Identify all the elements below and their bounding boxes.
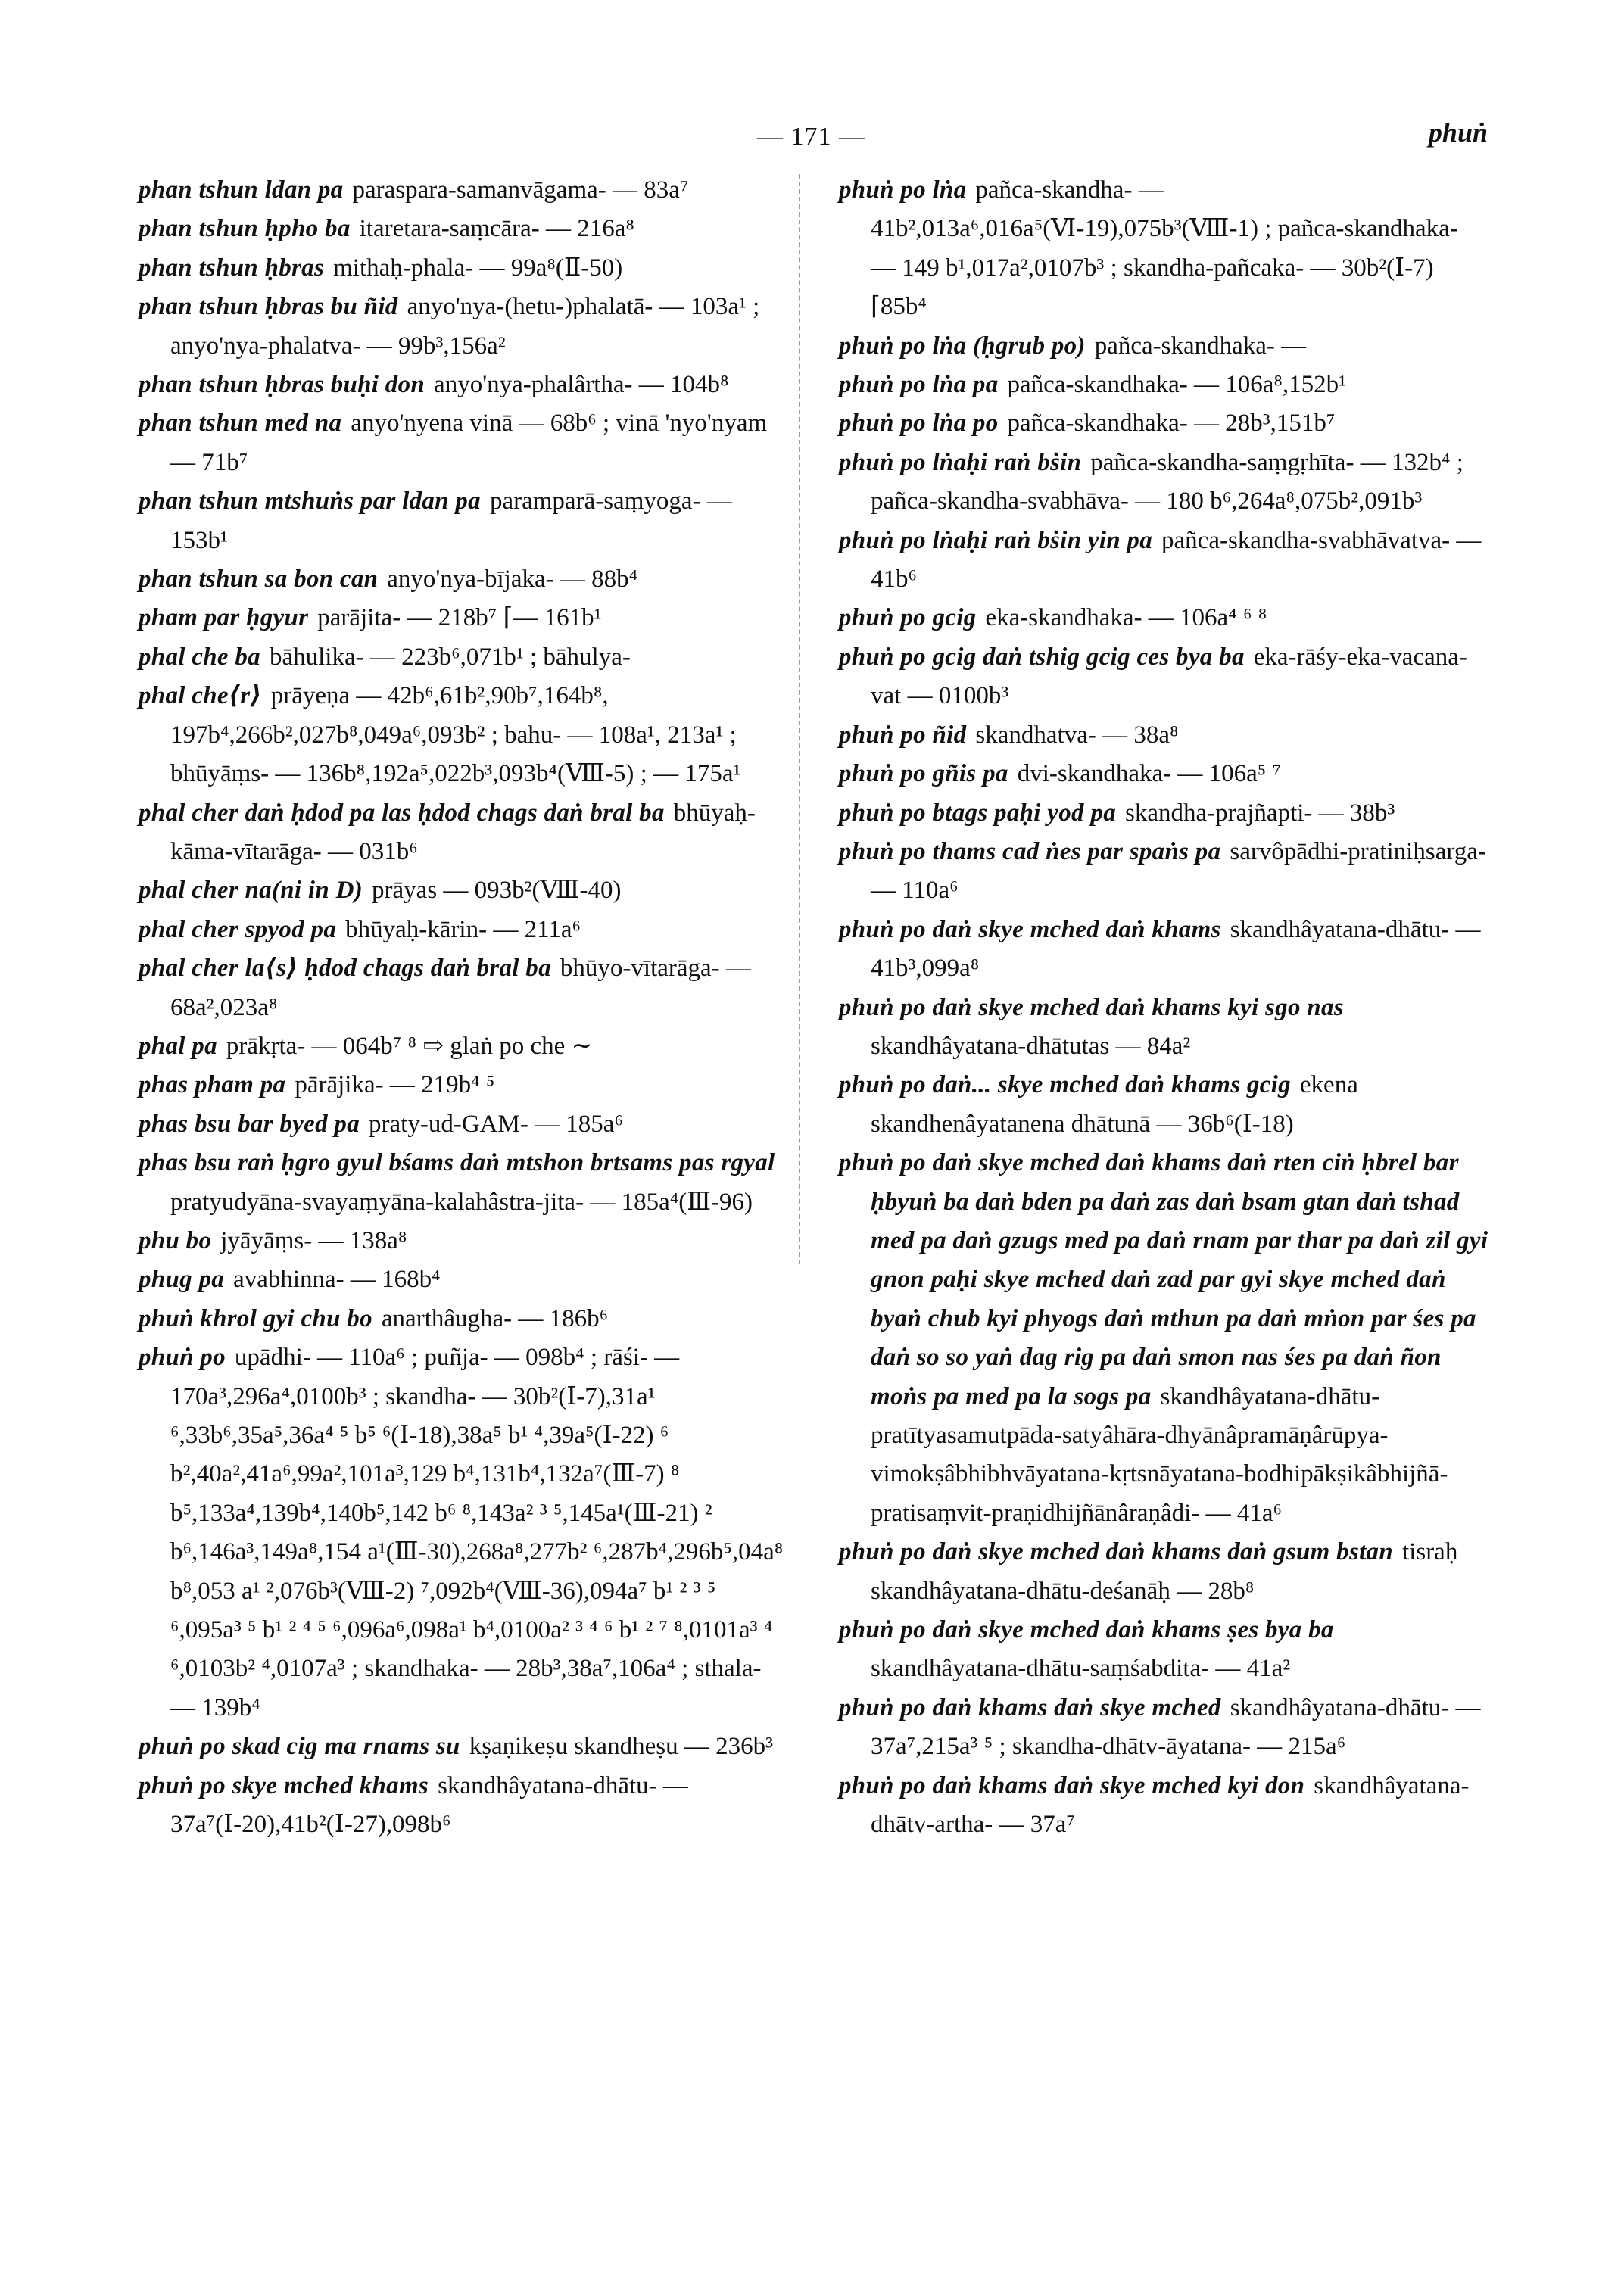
dictionary-entry — [139, 1767, 786, 1845]
dictionary-entry — [139, 1260, 786, 1299]
dictionary-entry — [839, 638, 1488, 716]
entry-definition: pañca-skandha-saṃgṛhīta- — 132b⁴ ; pañca-skandha-svabhāva- — 180 b⁶,264a⁸,075b²,091b³ — [871, 448, 1463, 516]
entry-headword: phuṅ po gcig — [839, 604, 977, 632]
entry-definition: skandhâyatana-dhātv-artha- — 37a⁷ — [871, 1771, 1470, 1839]
entry-headword: phan tshun ḥbras — [139, 254, 325, 282]
entry-headword: phuṅ po daṅ skye mched daṅ khams — [839, 915, 1221, 943]
entry-definition: skandhâyatana-dhātutas — 84a² — [871, 1032, 1191, 1060]
dictionary-entry — [839, 171, 1488, 327]
entry-definition: skandhâyatana-dhātu- — 37a⁷(Ⅰ-20),41b²(Ⅰ-27),098b⁶ — [170, 1771, 688, 1839]
entry-definition: prāyas — 093b²(Ⅷ-40) — [372, 877, 622, 905]
entry-headword: phan tshun med na — [139, 410, 342, 438]
left-column — [139, 171, 786, 1844]
entry-definition: pañca-skandhaka- — 106a⁸,152b¹ — [1007, 371, 1347, 399]
dictionary-entry — [839, 1611, 1488, 1689]
entry-definition: skandhâyatana-dhātu- — 41b³,099a⁸ — [871, 915, 1481, 983]
entry-headword: phan tshun ḥbras buḥi don — [139, 371, 425, 399]
dictionary-entry — [139, 1222, 786, 1260]
dictionary-entry — [839, 755, 1488, 793]
dictionary-entry — [839, 1767, 1488, 1845]
dictionary-entry — [839, 1144, 1488, 1533]
column-divider — [799, 174, 800, 1264]
entry-headword: phuṅ po skye mched khams — [139, 1771, 429, 1799]
dictionary-entry — [139, 1027, 786, 1066]
entry-definition: dvi-skandhaka- — 106a⁵ ⁷ — [1017, 760, 1282, 788]
entry-definition: ekena skandhenâyatanena dhātunā — 36b⁶(Ⅰ-18) — [871, 1071, 1358, 1138]
entry-definition: eka-skandhaka- — 106a⁴ ⁶ ⁸ — [985, 604, 1267, 632]
entry-headword: phuṅ po thams cad ṅes par spaṅs pa — [839, 837, 1221, 865]
dictionary-entry — [139, 1144, 786, 1222]
entry-headword: phan tshun ldan pa — [139, 176, 344, 204]
entry-definition: pañca-skandha- — 41b²,013a⁶,016a⁵(Ⅵ-19),075b³(Ⅷ-1) ; pañca-skandhaka- — 149 b¹,017a²,0107b³ ; skandha-pañcaka- — 30b²(Ⅰ-7) ⌈85b⁴ — [871, 176, 1458, 321]
entry-definition: skandhâyatana-dhātu-saṃśabdita- — 41a² — [871, 1655, 1291, 1683]
entry-headword: phan tshun mtshuṅs par ldan pa — [139, 488, 481, 516]
dictionary-entry — [839, 327, 1488, 366]
entry-definition: pratyudyāna-svayaṃyāna-kalahâstra-jita- — 185a⁴(Ⅲ-96) — [170, 1188, 753, 1216]
entry-headword: phuṅ po daṅ khams daṅ skye mched — [839, 1693, 1221, 1721]
entry-headword: phuṅ po daṅ skye mched daṅ khams daṅ rten ciṅ ḥbrel bar ḥbyuṅ ba daṅ bden pa daṅ zas daṅ bsam gtan daṅ tshad med pa daṅ gzugs med pa daṅ rnam par thar pa daṅ zil gyi gnon paḥi skye mched daṅ zad par gyi skye mched daṅ byaṅ chub kyi phyogs daṅ mthun pa daṅ mṅon par śes pa daṅ so so yaṅ dag rig pa daṅ smon nas śes pa daṅ ñon moṅs pa med pa la sogs pa — [839, 1149, 1488, 1410]
entry-headword: phuṅ po btags paḥi yod pa — [839, 799, 1116, 827]
entry-headword: phuṅ po gñis pa — [839, 760, 1008, 788]
entry-headword: phal che⟨r⟩ — [139, 682, 262, 710]
dictionary-entry — [139, 794, 786, 872]
entry-definition: prāyeṇa — 42b⁶,61b²,90b⁷,164b⁸, 197b⁴,266b²,027b⁸,049a⁶,093b² ; bahu- — 108a¹, 213a¹ ; bhūyāṃs- — 136b⁸,192a⁵,022b³,093b⁴(Ⅷ-5) ; — 175a¹ — [170, 682, 741, 788]
entry-definition: paraspara-samanvāgama- — 83a⁷ — [352, 176, 689, 204]
entry-headword: phal cher daṅ ḥdod pa las ḥdod chags daṅ bral ba — [139, 799, 665, 827]
entry-definition: anarthâugha- — 186b⁶ — [381, 1304, 609, 1332]
entry-headword: phal cher spyod pa — [139, 915, 337, 943]
dictionary-entry — [139, 871, 786, 910]
entry-headword: phuṅ po ñid — [839, 721, 967, 749]
dictionary-entry — [139, 171, 786, 210]
entry-definition: skandha-prajñapti- — 38b³ — [1125, 799, 1395, 827]
entry-definition: prākṛta- — 064b⁷ ⁸ ⇨ glaṅ po che ∼ — [226, 1032, 593, 1060]
dictionary-entry — [839, 911, 1488, 989]
entry-definition: anyo'nya-(hetu-)phalatā- — 103a¹ ; anyo'nya-phalatva- — 99b³,156a² — [170, 293, 760, 360]
dictionary-entry — [139, 911, 786, 949]
dictionary-entry — [839, 522, 1488, 600]
entry-definition: sarvôpādhi-pratiniḥsarga- — 110a⁶ — [871, 837, 1486, 905]
entry-headword: pham par ḥgyur — [139, 604, 309, 632]
entry-definition: jyāyāṃs- — 138a⁸ — [220, 1226, 407, 1254]
dictionary-entry — [139, 1300, 786, 1338]
page-number: — 171 — — [757, 123, 865, 151]
entry-headword: phuṅ po daṅ khams daṅ skye mched kyi don — [839, 1771, 1305, 1799]
dictionary-entry — [139, 599, 786, 637]
dictionary-entry — [839, 599, 1488, 637]
entry-headword: phan tshun ḥbras bu ñid — [139, 293, 398, 321]
entry-definition: parājita- — 218b⁷ ⌈— 161b¹ — [317, 604, 602, 632]
entry-headword: phal cher na(ni in D) — [139, 877, 363, 905]
entry-definition: skandhâyatana-dhātu-pratītyasamutpāda-satyâhāra-dhyānâpramāṇârūpya-vimokṣâbhibhvāyatana-kṛtsnāyatana-bodhipākṣikâbhijñā-pratisaṃvit-praṇidhijñānâraṇâdi- — 41a⁶ — [871, 1382, 1448, 1527]
entry-definition: bhūyaḥ-kārin- — 211a⁶ — [345, 915, 581, 943]
entry-headword: phal che ba — [139, 643, 260, 671]
entry-headword: phuṅ po gcig daṅ tshig gcig ces bya ba — [839, 643, 1245, 671]
dictionary-entry — [139, 288, 786, 366]
dictionary-entry — [139, 949, 786, 1027]
entry-headword: phan tshun sa bon can — [139, 565, 379, 594]
entry-headword: phuṅ po daṅ skye mched daṅ khams daṅ gsum bstan — [839, 1538, 1394, 1566]
running-head: phuṅ — [1428, 117, 1488, 148]
entry-headword: phuṅ po — [139, 1344, 226, 1372]
dictionary-entry — [839, 1533, 1488, 1611]
dictionary-entry — [839, 1066, 1488, 1144]
entry-headword: phuṅ po lṅaḥi raṅ bṡin yin pa — [839, 526, 1153, 554]
entry-definition: bhūyo-vītarāga- — 68a²,023a⁸ — [170, 955, 751, 1021]
dictionary-entry — [139, 210, 786, 248]
entry-headword: phug pa — [139, 1266, 225, 1294]
entry-definition: eka-rāśy-eka-vacana-vat — 0100b³ — [871, 643, 1467, 710]
entry-definition: mithaḥ-phala- — 99a⁸(Ⅱ-50) — [333, 254, 623, 282]
entry-definition: pañca-skandhaka- — 28b³,151b⁷ — [1007, 410, 1336, 438]
entry-definition: anyo'nya-bījaka- — 88b⁴ — [387, 565, 638, 594]
dictionary-entry — [839, 794, 1488, 833]
dictionary-entry — [839, 989, 1488, 1067]
right-column — [839, 171, 1488, 1844]
entry-definition: itaretara-saṃcāra- — 216a⁸ — [359, 215, 634, 243]
entry-definition: praty-ud-GAM- — 185a⁶ — [369, 1110, 623, 1138]
entry-headword: phuṅ po lṅaḥi raṅ bṡin — [839, 448, 1082, 476]
entry-definition: upādhi- — 110a⁶ ; puñja- — 098b⁴ ; rāśi- — 170a³,296a⁴,0100b³ ; skandha- — 30b²(Ⅰ-7),31a¹ ⁶,33b⁶,35a⁵,36a⁴ ⁵ b⁵ ⁶(Ⅰ-18),38a⁵ b¹ ⁴,39a⁵(Ⅰ-22) ⁶ b²,40a²,41a⁶,99a²,101a³,129 b⁴,131b⁴,132a⁷(Ⅲ-7) ⁸ b⁵,133a⁴,139b⁴,140b⁵,142 b⁶ ⁸,143a² ³ ⁵,145a¹(Ⅲ-21) ² b⁶,146a³,149a⁸,154 a¹(Ⅲ-30),268a⁸,277b² ⁶,287b⁴,296b⁵,04a⁸ b⁸,053 a¹ ²,076b³(Ⅷ-2) ⁷,092b⁴(Ⅷ-36),094a⁷ b¹ ² ³ ⁵ ⁶,095a³ ⁵ b¹ ² ⁴ ⁵ ⁶,096a⁶,098a¹ b⁴,0100a² ³ ⁴ ⁶ b¹ ² ⁷ ⁸,0101a³ ⁴ ⁶,0103b² ⁴,0107a³ ; skandhaka- — 28b³,38a⁷,106a⁴ ; sthala- — 139b⁴ — [170, 1344, 784, 1721]
dictionary-entry — [839, 833, 1488, 911]
dictionary-entry — [839, 404, 1488, 443]
dictionary-entry — [139, 366, 786, 404]
entry-headword: phuṅ khrol gyi chu bo — [139, 1304, 372, 1332]
entry-definition: skandhatva- — 38a⁸ — [975, 721, 1179, 749]
entry-definition: paramparā-saṃyoga- — 153b¹ — [170, 488, 732, 554]
entry-headword: phas bsu bar byed pa — [139, 1110, 360, 1138]
entry-headword: phuṅ po daṅ... skye mched daṅ khams gcig — [839, 1071, 1291, 1099]
entry-definition: pārājika- — 219b⁴ ⁵ — [295, 1071, 495, 1099]
entry-definition: pañca-skandha-svabhāvatva- — 41b⁶ — [871, 526, 1482, 594]
entry-headword: phuṅ po lṅa pa — [839, 371, 999, 399]
page-header — [0, 114, 1624, 159]
dictionary-entry — [139, 638, 786, 677]
entry-headword: phas pham pa — [139, 1071, 286, 1099]
entry-definition: pañca-skandhaka- — — [1094, 332, 1307, 360]
entry-headword: phal pa — [139, 1032, 217, 1060]
entry-definition: anyo'nyena vinā — 68b⁶ ; vinā 'nyo'nyam — 71b⁷ — [170, 410, 768, 476]
entry-headword: phu bo — [139, 1226, 212, 1254]
entry-headword: phan tshun ḥpho ba — [139, 215, 351, 243]
entry-headword: phuṅ po daṅ skye mched daṅ khams kyi sgo nas — [839, 993, 1344, 1021]
dictionary-entry — [839, 1689, 1488, 1767]
entry-definition: bāhulika- — 223b⁶,071b¹ ; bāhulya- — [269, 643, 631, 671]
entry-headword: phuṅ po lṅa — [839, 176, 967, 204]
entry-definition: skandhâyatana-dhātu- — 37a⁷,215a³ ⁵ ; skandha-dhātv-āyatana- — 215a⁶ — [871, 1693, 1481, 1761]
entry-headword: phuṅ po skad cig ma rnams su — [139, 1733, 460, 1761]
dictionary-entry — [839, 716, 1488, 755]
dictionary-entry — [839, 366, 1488, 404]
entry-definition: anyo'nya-phalârtha- — 104b⁸ — [434, 371, 729, 399]
entry-headword: phuṅ po lṅa (ḥgrub po) — [839, 332, 1086, 360]
entry-headword: phuṅ po daṅ skye mched daṅ khams ṣes bya ba — [839, 1616, 1334, 1644]
dictionary-entry — [139, 1105, 786, 1144]
entry-definition: bhūyaḥ-kāma-vītarāga- — 031b⁶ — [170, 799, 756, 865]
dictionary-entry — [139, 1338, 786, 1728]
entry-definition: kṣaṇikeṣu skandheṣu — 236b³ — [469, 1733, 773, 1761]
dictionary-entry — [839, 444, 1488, 522]
dictionary-entry — [139, 560, 786, 599]
dictionary-entry — [139, 249, 786, 288]
dictionary-entry — [139, 404, 786, 482]
entry-headword: phal cher la⟨s⟩ ḥdod chags daṅ bral ba — [139, 955, 551, 983]
entry-definition: avabhinna- — 168b⁴ — [233, 1266, 441, 1294]
dictionary-entry — [139, 1066, 786, 1104]
entry-headword: phas bsu raṅ ḥgro gyul bśams daṅ mtshon brtsams pas rgyal — [139, 1149, 775, 1177]
dictionary-entry — [139, 482, 786, 560]
dictionary-entry — [139, 677, 786, 793]
entry-definition: tisraḥ skandhâyatana-dhātu-deśanāḥ — 28b⁸ — [871, 1538, 1458, 1605]
entry-headword: phuṅ po lṅa po — [839, 410, 999, 438]
dictionary-entry — [139, 1728, 786, 1766]
